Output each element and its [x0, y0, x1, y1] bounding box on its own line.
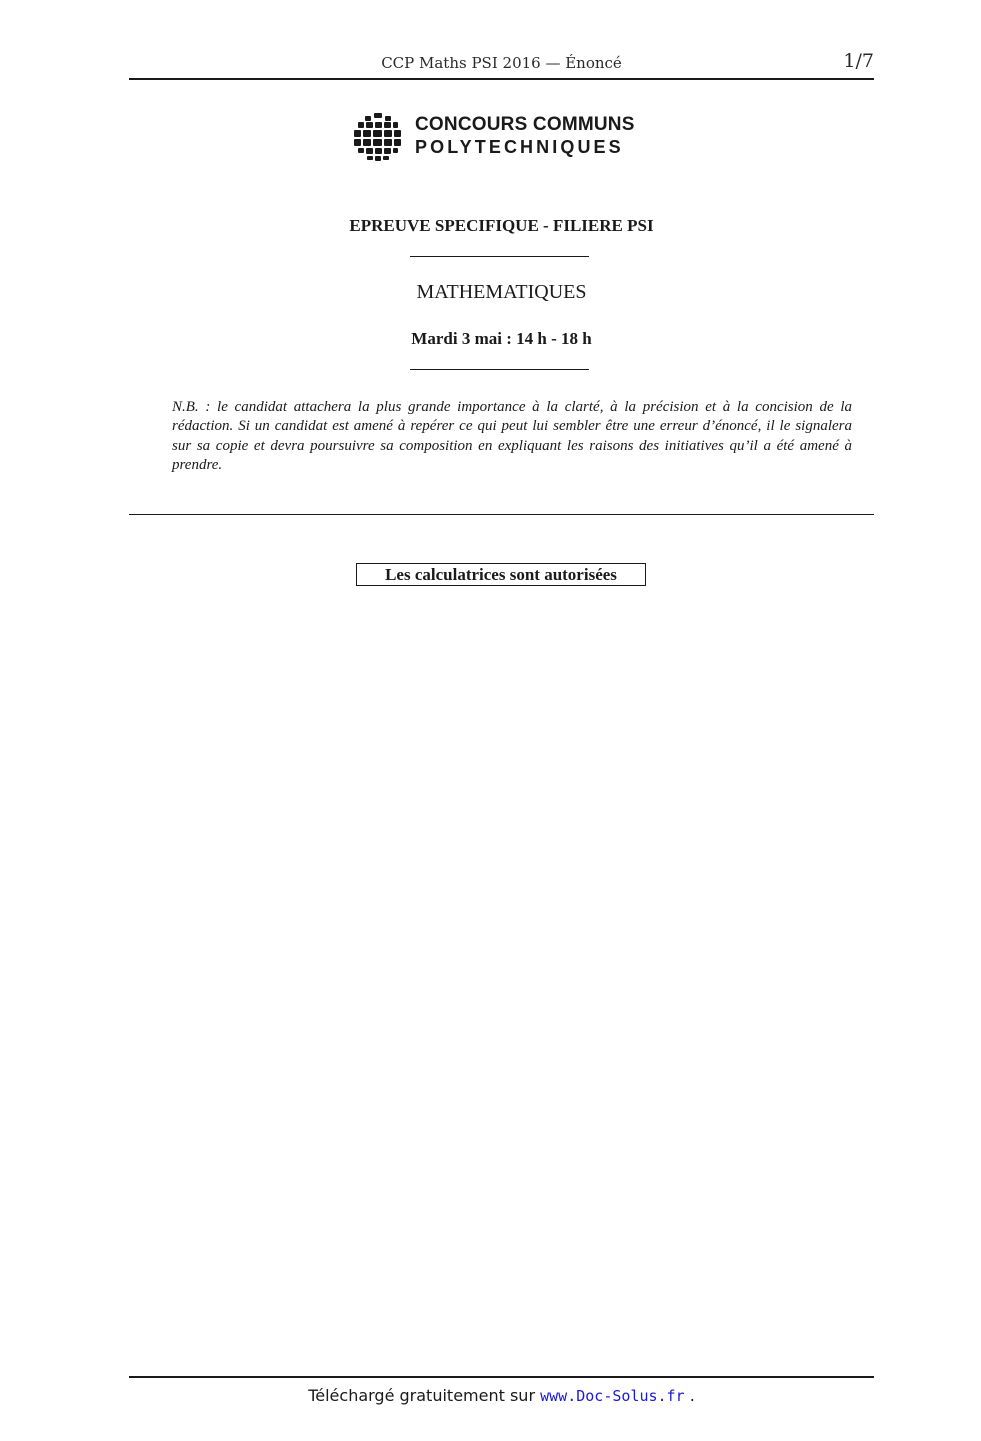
calculator-note: Les calculatrices sont autorisées	[356, 563, 646, 586]
running-header	[129, 52, 874, 80]
exam-title: EPREUVE SPECIFIQUE - FILIERE PSI	[349, 216, 654, 235]
title-divider	[410, 256, 589, 257]
doc-solus-link[interactable]: www.Doc-Solus.fr	[540, 1387, 685, 1405]
candidate-notice: N.B. : le candidat attachera la plus grande importance à la clarté, à la précision et à la concision de la rédaction. Si un candidat est amené à repérer ce qui peut lui sembler être une erreur d’énoncé, il le signalera sur sa copie et devra poursuivre sa composition en expliquant les raisons des initiatives qu’il a été amené à prendre.	[172, 399, 852, 473]
exam-schedule: Mardi 3 mai : 14 h - 18 h	[411, 329, 592, 348]
ccp-logo	[353, 112, 653, 164]
footer-divider	[129, 1376, 874, 1378]
logo-text-line2: POLYTECHNIQUES	[415, 137, 624, 157]
running-title: CCP Maths PSI 2016 — Énoncé	[381, 54, 622, 72]
footer-suffix: .	[689, 1386, 695, 1405]
schedule-divider	[410, 369, 589, 370]
exam-subject: MATHEMATIQUES	[416, 281, 587, 303]
section-divider	[129, 514, 874, 515]
footer	[129, 1386, 874, 1405]
logo-text-line1: CONCOURS COMMUNS	[415, 114, 635, 135]
footer-prefix: Téléchargé gratuitement sur	[308, 1386, 536, 1405]
page-number: 1/7	[843, 50, 874, 72]
globe-logo-icon	[353, 112, 403, 162]
